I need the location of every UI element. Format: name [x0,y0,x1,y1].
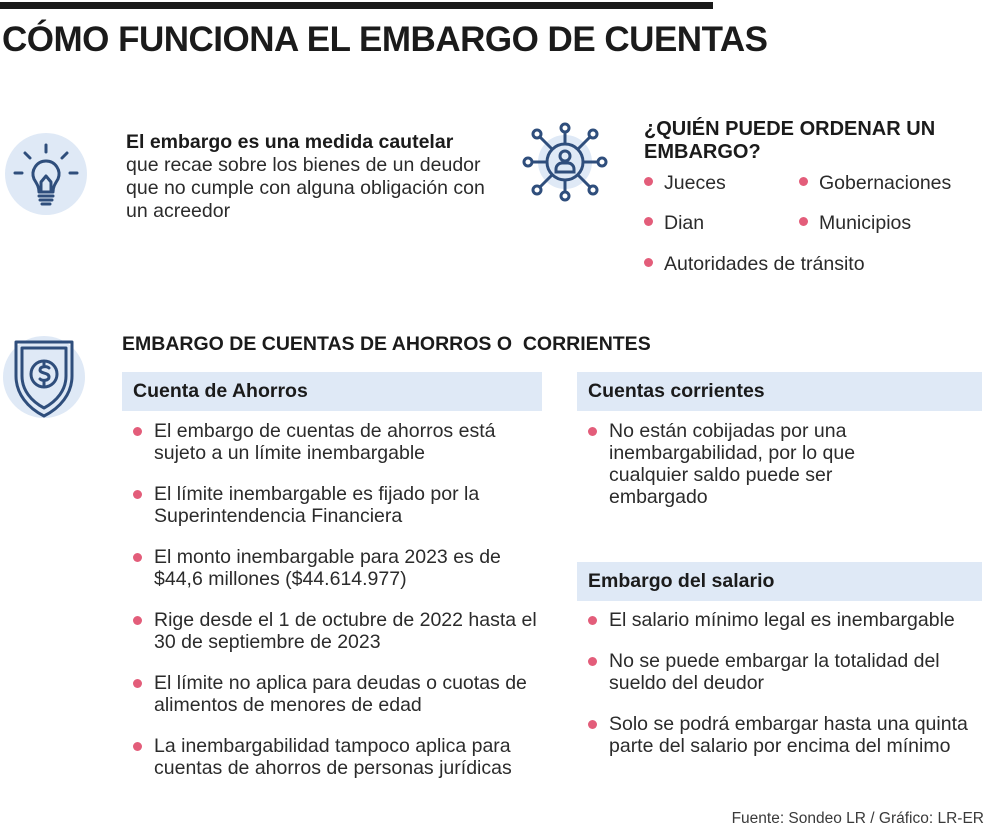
who-title: ¿QUIÉN PUEDE ORDENAR UN EMBARGO? [644,118,936,163]
who-item-autoridades [644,253,865,276]
bullet-dot [644,217,653,226]
source-credit: Fuente: Sondeo LR / Gráfico: LR-ER [731,810,984,827]
salary-list [588,609,983,776]
checking-heading: Cuentas corrientes [577,372,982,411]
who-item-municipios [799,212,911,235]
page-title: CÓMO FUNCIONA EL EMBARGO DE CUENTAS [2,20,768,59]
who-item-label: Gobernaciones [819,172,952,194]
section-title: EMBARGO DE CUENTAS DE AHORROS O CORRIENTES [122,333,651,355]
who-item-jueces [644,172,726,195]
list-item: No están cobijadas por una inembargabilidad, por lo que cualquier saldo puede ser embargado [588,420,878,508]
who-item-label: Municipios [819,212,912,234]
bullet-dot [799,177,808,186]
who-item-label: Autoridades de tránsito [664,253,865,275]
bullet-dot [799,217,808,226]
who-item-label: Jueces [664,172,726,194]
list-item: El límite no aplica para deudas o cuotas de alimentos de menores de edad [133,672,543,716]
list-item: El salario mínimo legal es inembargable [588,609,983,631]
list-item: El monto inembargable para 2023 es de $44,6 millones ($44.614.977) [133,546,543,590]
list-item: La inembargabilidad tampoco aplica para cuentas de ahorros de personas jurídicas [133,735,543,779]
network-person-icon [520,120,602,202]
intro-text [126,131,486,223]
intro-rest: que recae sobre los bienes de un deudor que no cumple con alguna obligación con un acreedor [126,154,485,222]
savings-list [133,420,543,798]
shield-dollar-icon [3,336,85,418]
salary-heading: Embargo del salario [577,562,982,601]
who-item-dian [644,212,704,235]
who-item-label: Dian [664,212,705,234]
checking-list [588,420,878,527]
top-rule [0,2,713,9]
list-item: El límite inembargable es fijado por la Superintendencia Financiera [133,483,543,527]
list-item: El embargo de cuentas de ahorros está sujeto a un límite inembargable [133,420,543,464]
list-item: Solo se podrá embargar hasta una quinta parte del salario por encima del mínimo [588,713,983,757]
list-item: Rige desde el 1 de octubre de 2022 hasta el 30 de septiembre de 2023 [133,609,543,653]
who-item-gobernaciones [799,172,951,195]
bullet-dot [644,258,653,267]
list-item: No se puede embargar la totalidad del sueldo del deudor [588,650,983,694]
bullet-dot [644,177,653,186]
lightbulb-icon [5,133,87,215]
intro-bold: El embargo es una medida cautelar [126,131,454,153]
savings-heading: Cuenta de Ahorros [122,372,542,411]
